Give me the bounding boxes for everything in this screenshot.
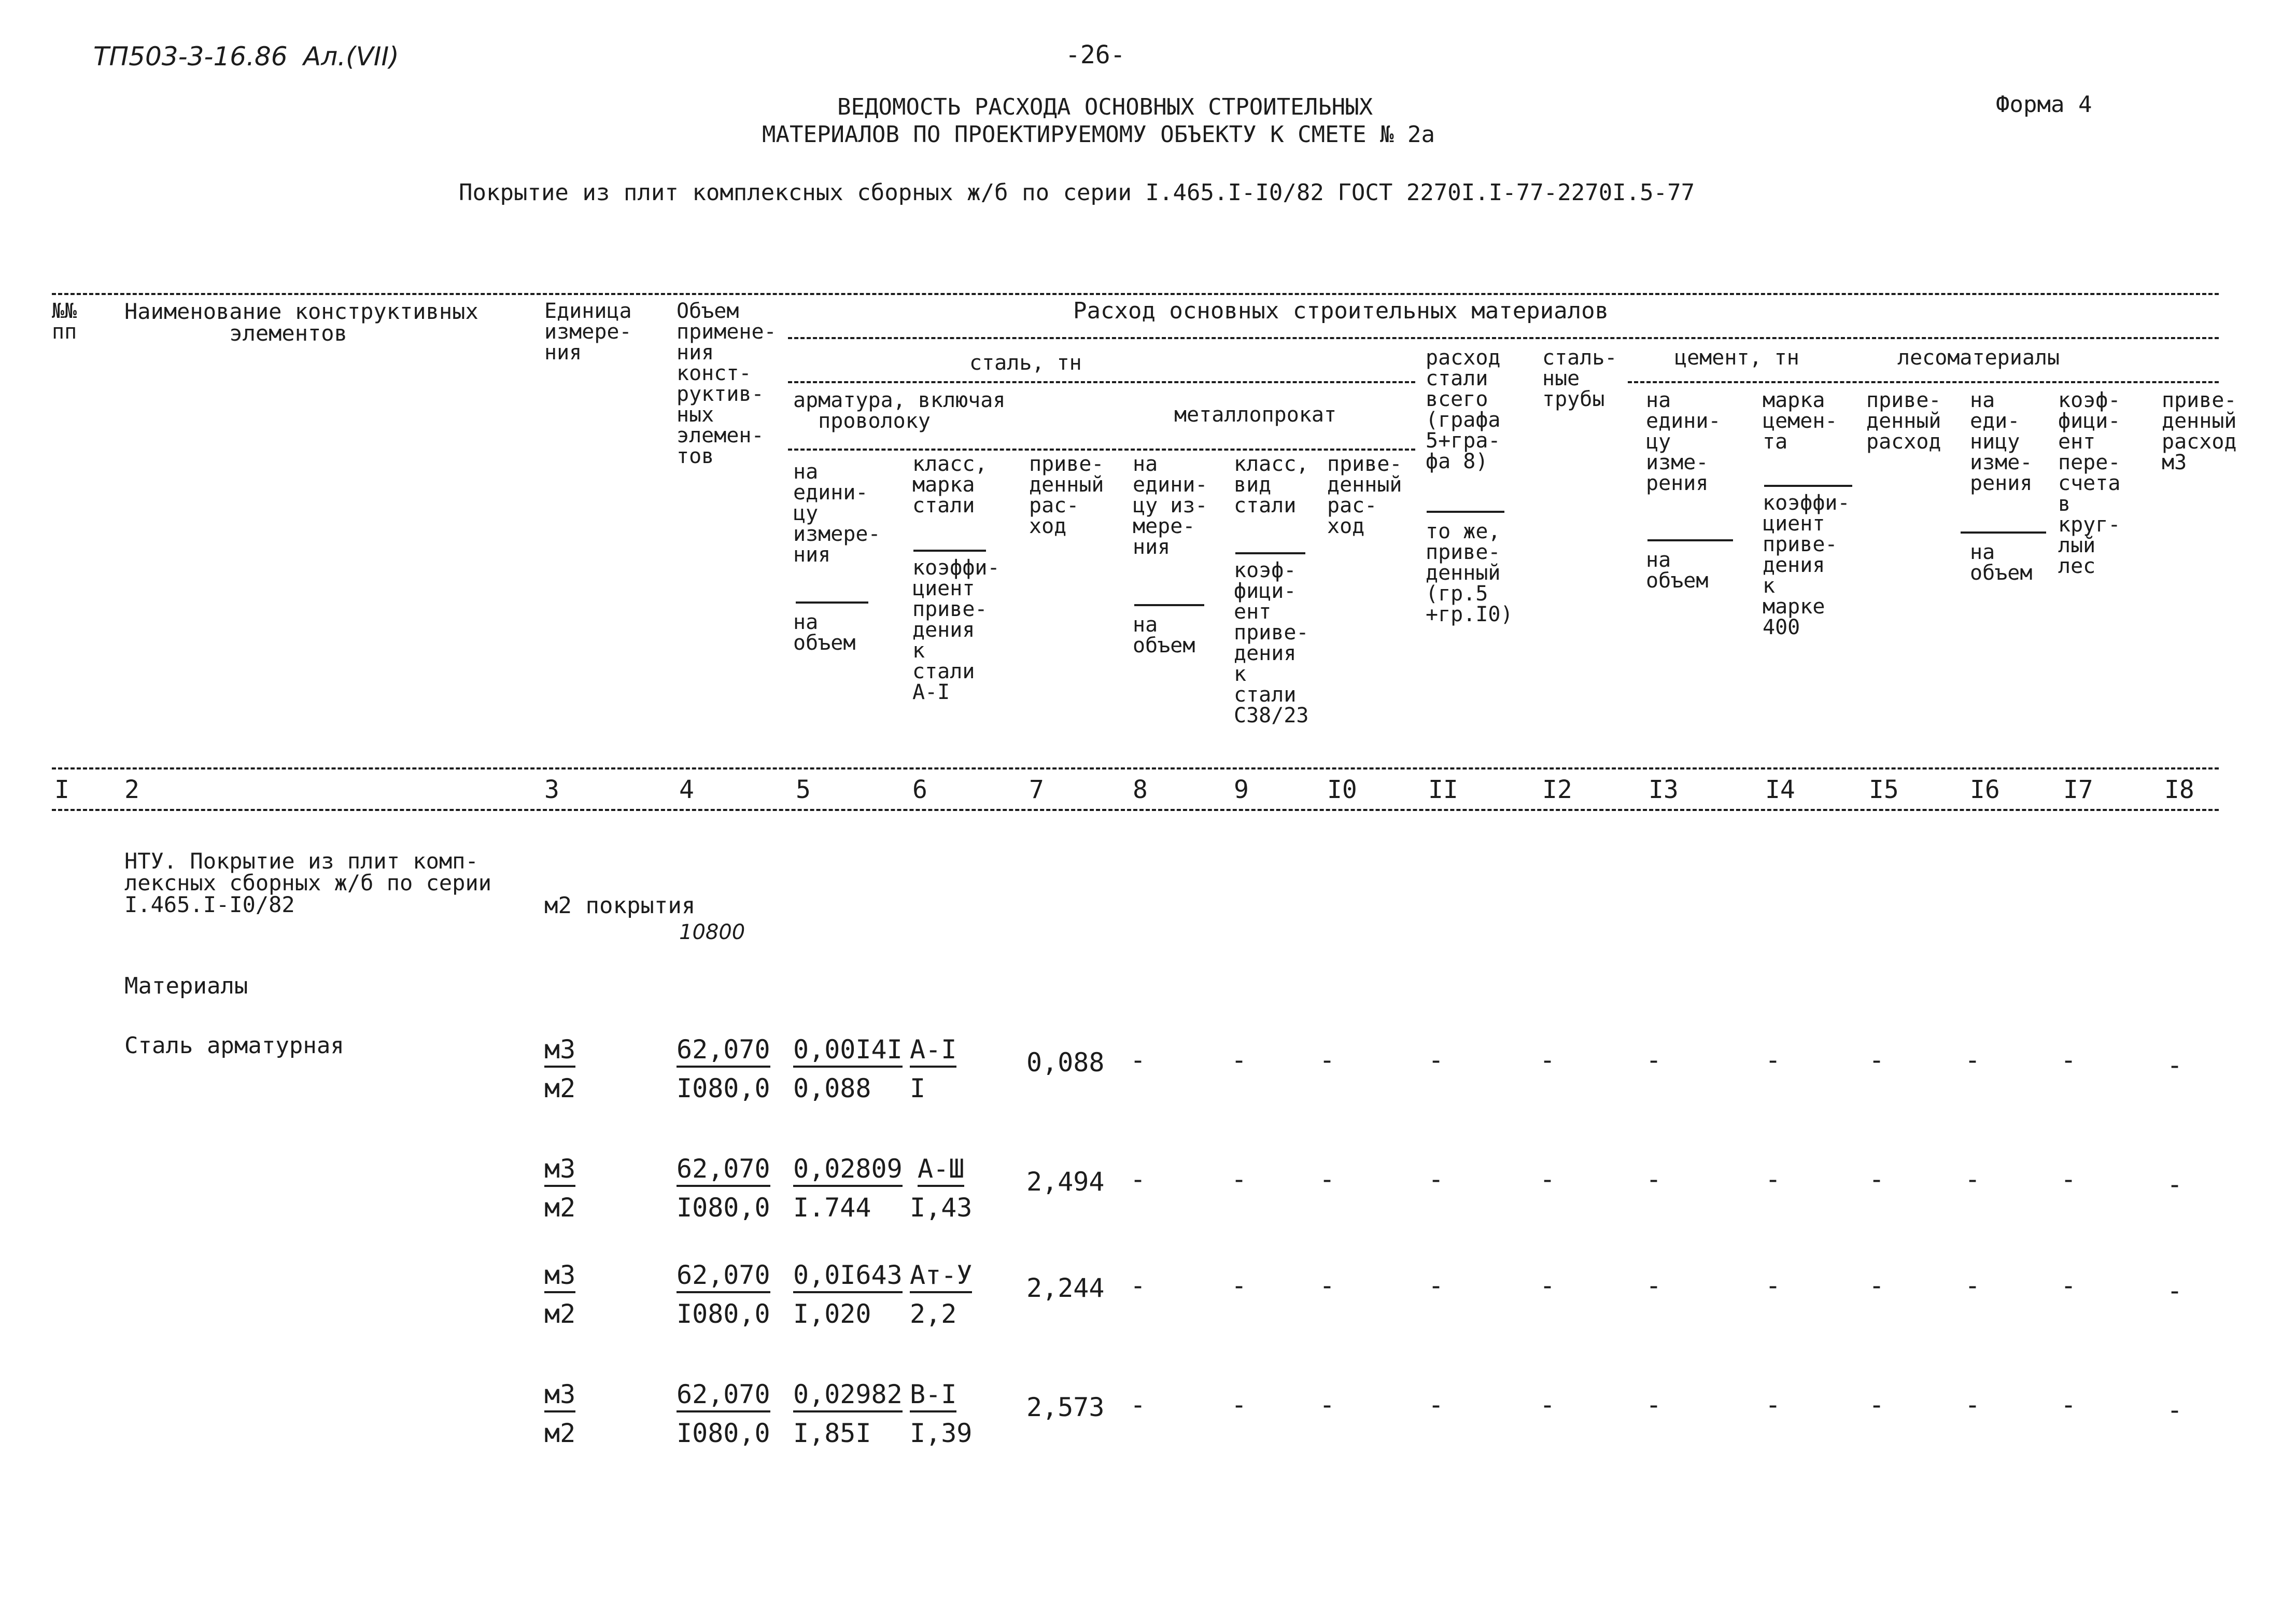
header-col-6-top: класс, марка стали xyxy=(912,452,988,517)
row-unit-top: м3 xyxy=(544,1260,575,1293)
header-col-5-top: на едини- цу измере- ния xyxy=(793,460,881,567)
row-volume-top: 62,070 xyxy=(677,1260,770,1293)
col-5-divider xyxy=(796,601,868,604)
header-col-13-top: на едини- цу изме- рения xyxy=(1646,388,1721,495)
empty-cell: - xyxy=(1646,1045,1662,1075)
header-col-9-bottom: коэф- фици- ент приве- дения к стали С38/23 xyxy=(1234,558,1309,727)
row-c6-top: А-Ш xyxy=(918,1154,964,1187)
empty-cell: - xyxy=(1765,1045,1781,1075)
row-unit-bottom: м2 xyxy=(544,1418,576,1448)
empty-cell: - xyxy=(2061,1390,2077,1420)
empty-cell: - xyxy=(1765,1164,1781,1194)
document-title-line-1: ВЕДОМОСТЬ РАСХОДА ОСНОВНЫХ СТРОИТЕЛЬНЫХ xyxy=(837,94,1373,120)
row-c6-top: Ат-У xyxy=(910,1260,972,1293)
row-c6-top: А-I xyxy=(910,1034,956,1068)
col-8-divider xyxy=(1134,604,1204,606)
empty-cell: - xyxy=(1869,1045,1885,1075)
row-volume-bottom: I080,0 xyxy=(677,1193,770,1223)
row-volume-bottom: I080,0 xyxy=(677,1418,770,1448)
empty-cell: - xyxy=(2167,1169,2183,1199)
empty-cell: - xyxy=(1965,1390,1981,1420)
row-volume-top: 62,070 xyxy=(677,1034,770,1068)
group-rule xyxy=(788,337,2219,339)
header-col-9-top: класс, вид стали xyxy=(1234,452,1309,517)
header-col-11-bottom: то же, приве- денный (гр.5 +гр.I0) xyxy=(1426,520,1513,626)
empty-cell: - xyxy=(1540,1270,1556,1300)
col-13-divider xyxy=(1647,539,1733,541)
row-c6-top: В-I xyxy=(910,1379,956,1412)
column-number: 5 xyxy=(796,775,811,804)
document-code: ТП503-3-16.86 xyxy=(93,41,288,72)
row-c5-top: 0,0I643 xyxy=(793,1260,903,1293)
column-number: I7 xyxy=(2063,775,2093,804)
header-group-cement: цемент, тн xyxy=(1674,346,1799,370)
empty-cell: - xyxy=(1428,1270,1444,1300)
header-col-18: приве- денный расход м3 xyxy=(2162,388,2237,474)
header-col-8-top: на едини- цу из- мере- ния xyxy=(1133,452,1208,559)
empty-cell: - xyxy=(1965,1164,1981,1194)
row-volume-top: 62,070 xyxy=(677,1154,770,1187)
page-number: -26- xyxy=(1065,40,1125,69)
empty-cell: - xyxy=(2061,1045,2077,1075)
col-16-divider xyxy=(1961,531,2046,534)
column-numbers-rule xyxy=(52,809,2219,811)
section-unit: м2 покрытия xyxy=(544,892,696,919)
column-number: I6 xyxy=(1970,775,2000,804)
header-group-wood: лесоматериалы xyxy=(1897,346,2060,370)
empty-cell: - xyxy=(1646,1164,1662,1194)
empty-cell: - xyxy=(1319,1270,1335,1300)
steel-group-rule xyxy=(788,381,1415,383)
item-label: Сталь арматурная xyxy=(124,1032,344,1059)
column-number: 8 xyxy=(1133,775,1148,804)
empty-cell: - xyxy=(1130,1164,1146,1194)
column-number: 4 xyxy=(679,775,694,804)
column-number: I3 xyxy=(1649,775,1679,804)
empty-cell: - xyxy=(1869,1390,1885,1420)
header-col-17: коэф- фици- ент пере- счета в круг- лый лес xyxy=(2058,388,2121,578)
section-volume: 10800 xyxy=(679,920,745,944)
row-c5-bottom: I,020 xyxy=(793,1299,871,1329)
header-col-volume: Объем примене- ния конст- руктив- ных элемен- тов xyxy=(677,299,777,468)
empty-cell: - xyxy=(1319,1164,1335,1194)
empty-cell: - xyxy=(1231,1390,1247,1420)
row-c5-bottom: I,85I xyxy=(793,1418,871,1448)
col-6-divider xyxy=(913,550,986,552)
row-c6-bottom: I xyxy=(910,1073,926,1103)
row-c7: 2,494 xyxy=(1026,1167,1105,1197)
empty-cell: - xyxy=(1130,1270,1146,1300)
row-unit-top: м3 xyxy=(544,1154,575,1187)
header-col-6-bottom: коэффи- циент приве- дения к стали А-I xyxy=(912,556,1000,704)
empty-cell: - xyxy=(1428,1045,1444,1075)
empty-cell: - xyxy=(1540,1045,1556,1075)
row-unit-bottom: м2 xyxy=(544,1193,576,1223)
header-col-12: сталь- ные трубы xyxy=(1542,346,1617,411)
empty-cell: - xyxy=(1540,1164,1556,1194)
column-number: 2 xyxy=(124,775,139,804)
empty-cell: - xyxy=(1646,1270,1662,1300)
row-volume-bottom: I080,0 xyxy=(677,1073,770,1103)
empty-cell: - xyxy=(1231,1164,1247,1194)
empty-cell: - xyxy=(1130,1045,1146,1075)
row-c7: 2,573 xyxy=(1026,1392,1105,1422)
row-unit-top: м3 xyxy=(544,1379,575,1412)
empty-cell: - xyxy=(1130,1390,1146,1420)
row-c6-bottom: I,39 xyxy=(910,1418,973,1448)
empty-cell: - xyxy=(1231,1270,1247,1300)
row-c5-bottom: 0,088 xyxy=(793,1073,871,1103)
header-col-14-bottom: коэффи- циент приве- дения к марке 400 xyxy=(1763,491,1850,639)
header-col-11-top: расход стали всего (графа 5+гра- фа 8) xyxy=(1426,346,1501,473)
header-col-16-top: на еди- ницу изме- рения xyxy=(1970,388,2033,495)
row-c6-bottom: 2,2 xyxy=(910,1299,957,1329)
empty-cell: - xyxy=(1965,1270,1981,1300)
col-11-divider xyxy=(1427,511,1504,513)
header-col-5-bottom: на объем xyxy=(793,610,856,655)
header-col-name: Наименование конструктивных элементов xyxy=(124,299,478,346)
header-col-unit: Единица измере- ния xyxy=(544,299,632,365)
section-title: НТУ. Покрытие из плит комп- лексных сборных ж/б по серии I.465.I-I0/82 xyxy=(124,848,492,917)
document-title-line-2: МАТЕРИАЛОВ ПО ПРОЕКТИРУЕМОМУ ОБЪЕКТУ К СМЕТЕ № 2а xyxy=(762,121,1435,148)
header-col-14-top: марка цемен- та xyxy=(1763,388,1838,454)
column-number: II xyxy=(1428,775,1458,804)
row-c5-top: 0,02809 xyxy=(793,1154,903,1187)
empty-cell: - xyxy=(1965,1045,1981,1075)
empty-cell: - xyxy=(1646,1390,1662,1420)
column-number: I5 xyxy=(1869,775,1899,804)
form-label: Форма 4 xyxy=(1996,91,2092,118)
empty-cell: - xyxy=(2061,1270,2077,1300)
column-number: 3 xyxy=(544,775,559,804)
materials-label: Материалы xyxy=(124,973,248,999)
empty-cell: - xyxy=(1428,1390,1444,1420)
empty-cell: - xyxy=(2167,1395,2183,1425)
album-number: Ал.(VII) xyxy=(303,41,399,72)
header-col-7: приве- денный рас- ход xyxy=(1029,452,1104,538)
empty-cell: - xyxy=(1869,1270,1885,1300)
cement-group-rule xyxy=(1628,381,2219,383)
document-subtitle: Покрытие из плит комплексных сборных ж/б по серии I.465.I-I0/82 ГОСТ 2270I.I-77-2270I.5-77 xyxy=(459,179,1695,206)
column-number: I4 xyxy=(1765,775,1795,804)
row-c6-bottom: I,43 xyxy=(910,1193,973,1223)
header-bottom-rule xyxy=(52,767,2219,769)
empty-cell: - xyxy=(1428,1164,1444,1194)
empty-cell: - xyxy=(1319,1390,1335,1420)
empty-cell: - xyxy=(1765,1270,1781,1300)
column-number: 6 xyxy=(912,775,927,804)
header-col-15: приве- денный расход xyxy=(1866,388,1941,454)
empty-cell: - xyxy=(1869,1164,1885,1194)
column-number: I0 xyxy=(1327,775,1357,804)
armatura-group-rule xyxy=(788,449,1415,451)
col-14-divider xyxy=(1764,485,1852,487)
column-number: I xyxy=(54,775,69,804)
row-volume-bottom: I080,0 xyxy=(677,1299,770,1329)
empty-cell: - xyxy=(2061,1164,2077,1194)
empty-cell: - xyxy=(1319,1045,1335,1075)
empty-cell: - xyxy=(1765,1390,1781,1420)
row-unit-top: м3 xyxy=(544,1034,575,1068)
empty-cell: - xyxy=(2167,1276,2183,1306)
row-volume-top: 62,070 xyxy=(677,1379,770,1412)
table-top-rule xyxy=(52,293,2219,295)
column-number: 7 xyxy=(1029,775,1044,804)
row-c5-bottom: I.744 xyxy=(793,1193,871,1223)
header-col-8-bottom: на объем xyxy=(1133,613,1195,657)
col-9-divider xyxy=(1235,552,1305,554)
header-col-10: приве- денный рас- ход xyxy=(1327,452,1402,538)
header-col-number: №№ пп xyxy=(52,299,77,344)
column-number: I2 xyxy=(1542,775,1572,804)
row-c7: 0,088 xyxy=(1026,1047,1105,1078)
header-group-steel: сталь, тн xyxy=(969,351,1082,375)
row-unit-bottom: м2 xyxy=(544,1299,576,1329)
row-c5-top: 0,02982 xyxy=(793,1379,903,1412)
header-col-16-bottom: на объем xyxy=(1970,540,2033,585)
row-c5-top: 0,00I4I xyxy=(793,1034,903,1068)
header-group-armatura: арматура, включая проволоку xyxy=(793,388,1006,433)
empty-cell: - xyxy=(1231,1045,1247,1075)
header-group-metalloprokat: металлопрокат xyxy=(1174,403,1337,427)
row-unit-bottom: м2 xyxy=(544,1073,576,1103)
column-number: 9 xyxy=(1234,775,1249,804)
empty-cell: - xyxy=(1540,1390,1556,1420)
header-group-main: Расход основных строительных материалов xyxy=(1073,298,1609,324)
empty-cell: - xyxy=(2167,1050,2183,1080)
column-number: I8 xyxy=(2164,775,2194,804)
header-col-13-bottom: на объем xyxy=(1646,548,1709,593)
row-c7: 2,244 xyxy=(1026,1273,1105,1303)
